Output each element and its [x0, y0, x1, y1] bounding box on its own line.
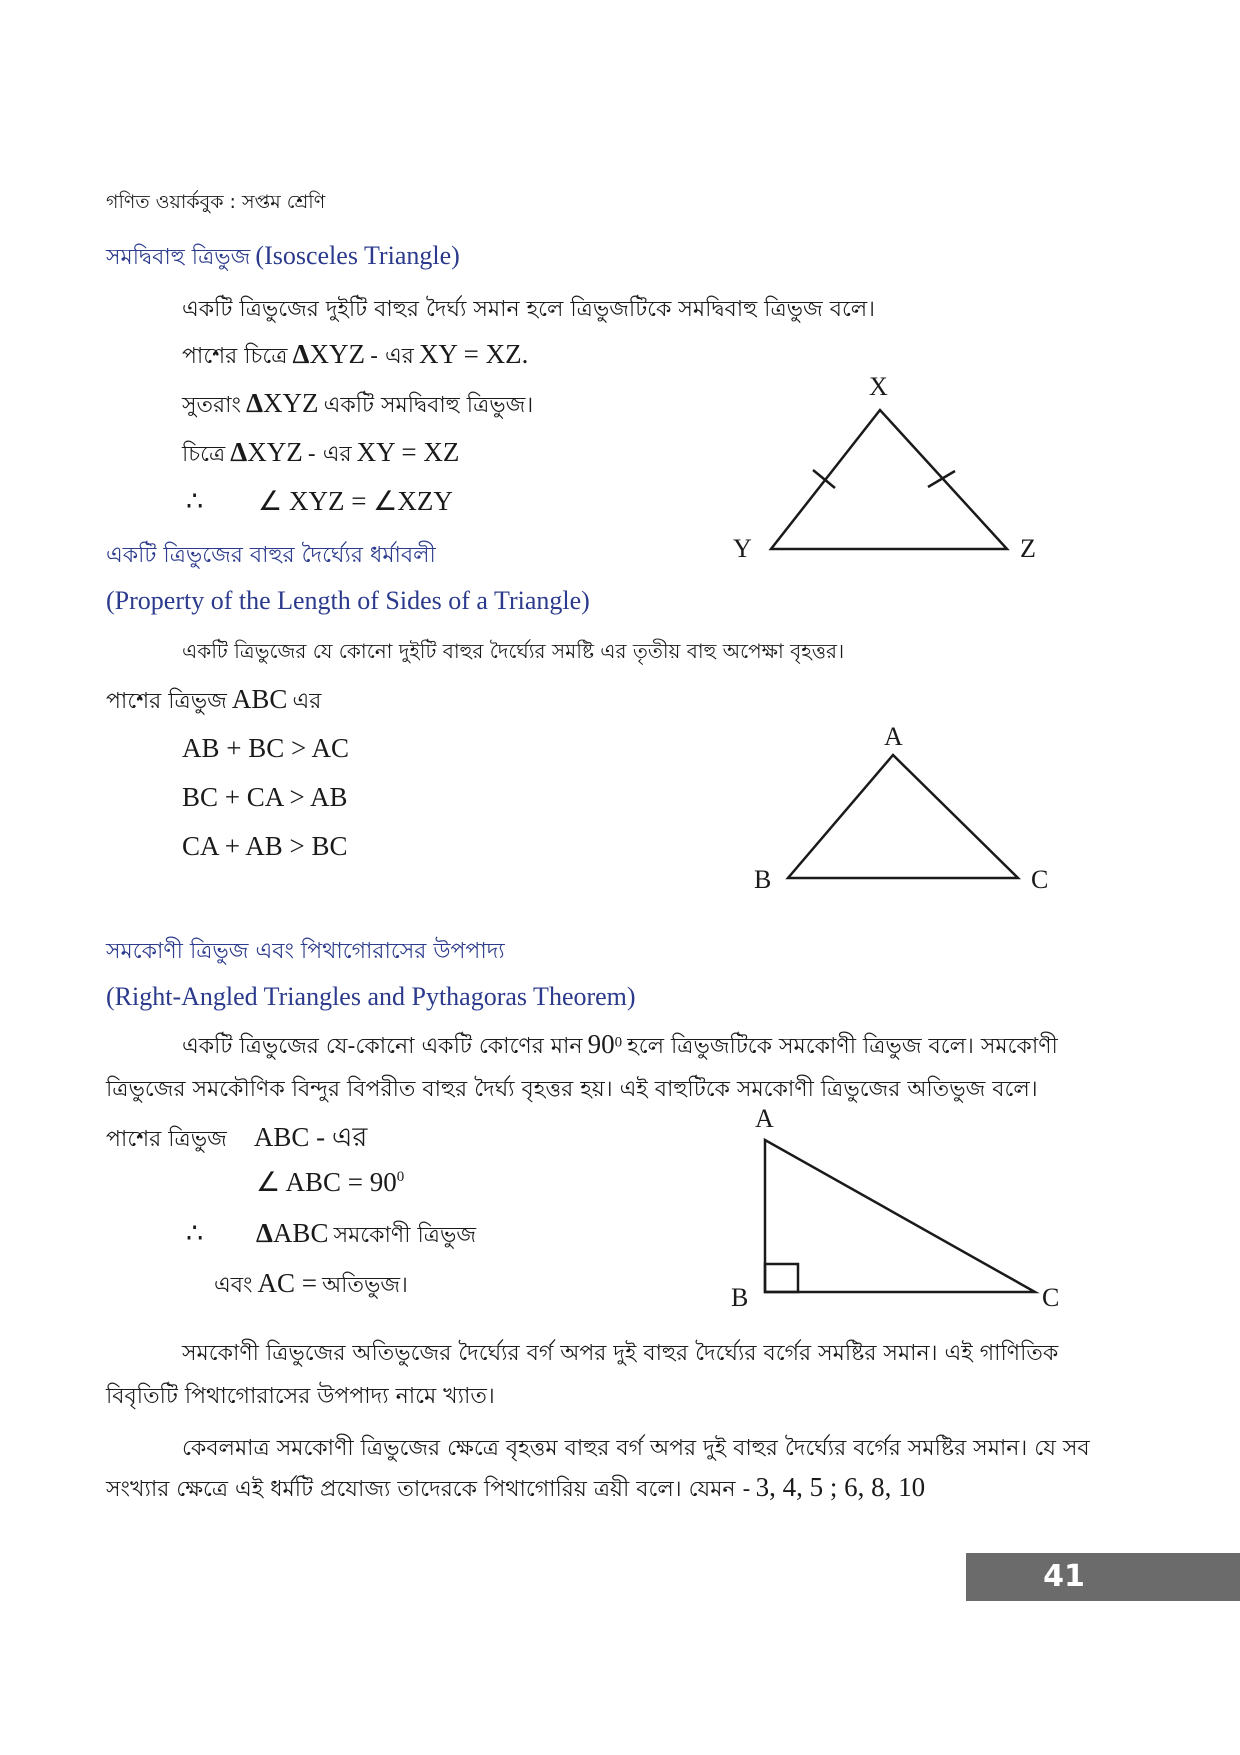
text-fragment: পাশের ত্রিভুজ [106, 689, 227, 714]
text-fragment: অতিভুজ। [322, 1273, 408, 1298]
property-heading-bn: একটি ত্রিভুজের বাহুর দৈর্ঘ্যের ধর্মাবলী [106, 543, 436, 568]
page-number-bar [966, 1553, 1240, 1601]
angle-equation: ∠ XYZ = ∠XZY [258, 486, 453, 516]
triple-line-1: কেবলমাত্র সমকোণী ত্রিভুজের ক্ষেত্রে বৃহত্তম বাহুর বর্গ অপর দুই বাহুর দৈর্ঘ্যের বর্গের সমষ্টির সমান। যে সব [182, 1436, 1090, 1461]
theorem-line-1: সমকোণী ত্রিভুজের অতিভুজের দৈর্ঘ্যের বর্গ অপর দুই বাহুর দৈর্ঘ্যের বর্গের সমষ্টির সমান। এই গাণিতিক [182, 1341, 1059, 1366]
angle-equation: ∠ ABC = 90 [256, 1167, 397, 1197]
triangle-name: XYZ [309, 339, 365, 369]
text-fragment: এর [292, 689, 322, 714]
therefore-symbol: ∴ [186, 486, 204, 516]
degree-superscript: 0 [614, 1034, 623, 1051]
text-fragment: চিত্রে [182, 442, 226, 467]
triangle-name: XYZ [263, 388, 319, 418]
vertex-label-c: C [1031, 865, 1049, 894]
text-fragment: একটি ত্রিভুজের যে-কোনো একটি কোণের মান [182, 1034, 583, 1059]
text-fragment: এবং [214, 1273, 253, 1298]
triangle-name: ABC - এর [253, 1122, 368, 1152]
equation: XY = XZ. [418, 339, 529, 369]
vertex-label-z: Z [1020, 534, 1036, 563]
isosceles-heading-bn: সমদ্বিবাহু ত্রিভুজ [106, 245, 251, 270]
isosceles-heading-en: (Isosceles Triangle) [255, 241, 460, 270]
angle-value: 90 [587, 1029, 615, 1059]
property-statement: একটি ত্রিভুজের যে কোনো দুইটি বাহুর দৈর্ঘ্যের সমষ্টি এর তৃতীয় বাহু অপেক্ষা বৃহত্তর। [182, 639, 845, 663]
triangle-name: XYZ [247, 437, 303, 467]
isosceles-definition: একটি ত্রিভুজের দুইটি বাহুর দৈর্ঘ্য সমান হলে ত্রিভুজটিকে সমদ্বিবাহু ত্রিভুজ বলে। [182, 297, 876, 322]
equation: AC = [257, 1268, 318, 1298]
vertex-label-y: Y [733, 534, 752, 563]
triple-line-2 [106, 1472, 925, 1509]
equation: XY = XZ [356, 437, 460, 467]
triangle-name: ABC [231, 684, 288, 714]
text-fragment: পাশের চিত্রে [182, 344, 288, 369]
vertex-label-a: A [884, 722, 903, 751]
degree-superscript: 0 [396, 1169, 405, 1185]
vertex-label-x: X [869, 372, 888, 401]
pythagorean-triples: 3, 4, 5 ; 6, 8, 10 [755, 1472, 926, 1502]
text-fragment: সংখ্যার ক্ষেত্রে এই ধর্মটি প্রযোজ্য তাদেরকে পিথাগোরিয় ত্রয়ী বলে। যেমন - [106, 1477, 751, 1502]
triangle-name: ABC [272, 1218, 329, 1248]
running-header: গণিত ওয়ার্কবুক : সপ্তম শ্রেণি [106, 191, 326, 213]
vertex-label-a: A [755, 1104, 774, 1133]
vertex-label-b: B [754, 865, 772, 894]
inequality-1: AB + BC > AC [182, 733, 349, 763]
text-fragment: পাশের ত্রিভুজ [106, 1127, 227, 1152]
inequality-2: BC + CA > AB [182, 782, 348, 812]
right-definition-line-2: ত্রিভুজের সমকৌণিক বিন্দুর বিপরীত বাহুর দৈর্ঘ্য বৃহত্তর হয়। এই বাহুটিকে সমকোণী ত্রিভুজের অতিভুজ বলে। [106, 1077, 1038, 1102]
property-heading-en: (Property of the Length of Sides of a Triangle) [106, 586, 590, 615]
inequality-3: CA + AB > BC [182, 831, 348, 861]
therefore-symbol: ∴ [186, 1218, 204, 1248]
right-triangle [765, 1140, 1035, 1292]
delta-symbol: Δ [292, 339, 310, 369]
text-fragment: একটি সমদ্বিবাহু ত্রিভুজ। [323, 393, 534, 418]
theorem-line-2: বিবৃতিটি পিথাগোরাসের উপপাদ্য নামে খ্যাত। [106, 1384, 495, 1409]
text-fragment: - এর [370, 344, 414, 369]
text-fragment: সুতরাং [182, 393, 241, 418]
text-fragment: সমকোণী ত্রিভুজ [333, 1223, 477, 1248]
page-number: 41 [1043, 1559, 1085, 1594]
text-fragment: - এর [307, 442, 352, 467]
right-heading-bn: সমকোণী ত্রিভুজ এবং পিথাগোরাসের উপপাদ্য [106, 939, 505, 964]
right-angle-marker [765, 1264, 798, 1292]
vertex-label-c: C [1042, 1283, 1060, 1312]
delta-symbol: Δ [230, 437, 248, 467]
delta-symbol: Δ [246, 388, 264, 418]
vertex-label-b: B [731, 1283, 749, 1312]
delta-symbol: Δ [256, 1218, 273, 1248]
text-fragment: হলে ত্রিভুজটিকে সমকোণী ত্রিভুজ বলে। সমকোণী [627, 1034, 1058, 1059]
right-heading-en: (Right-Angled Triangles and Pythagoras Theorem) [106, 982, 636, 1011]
